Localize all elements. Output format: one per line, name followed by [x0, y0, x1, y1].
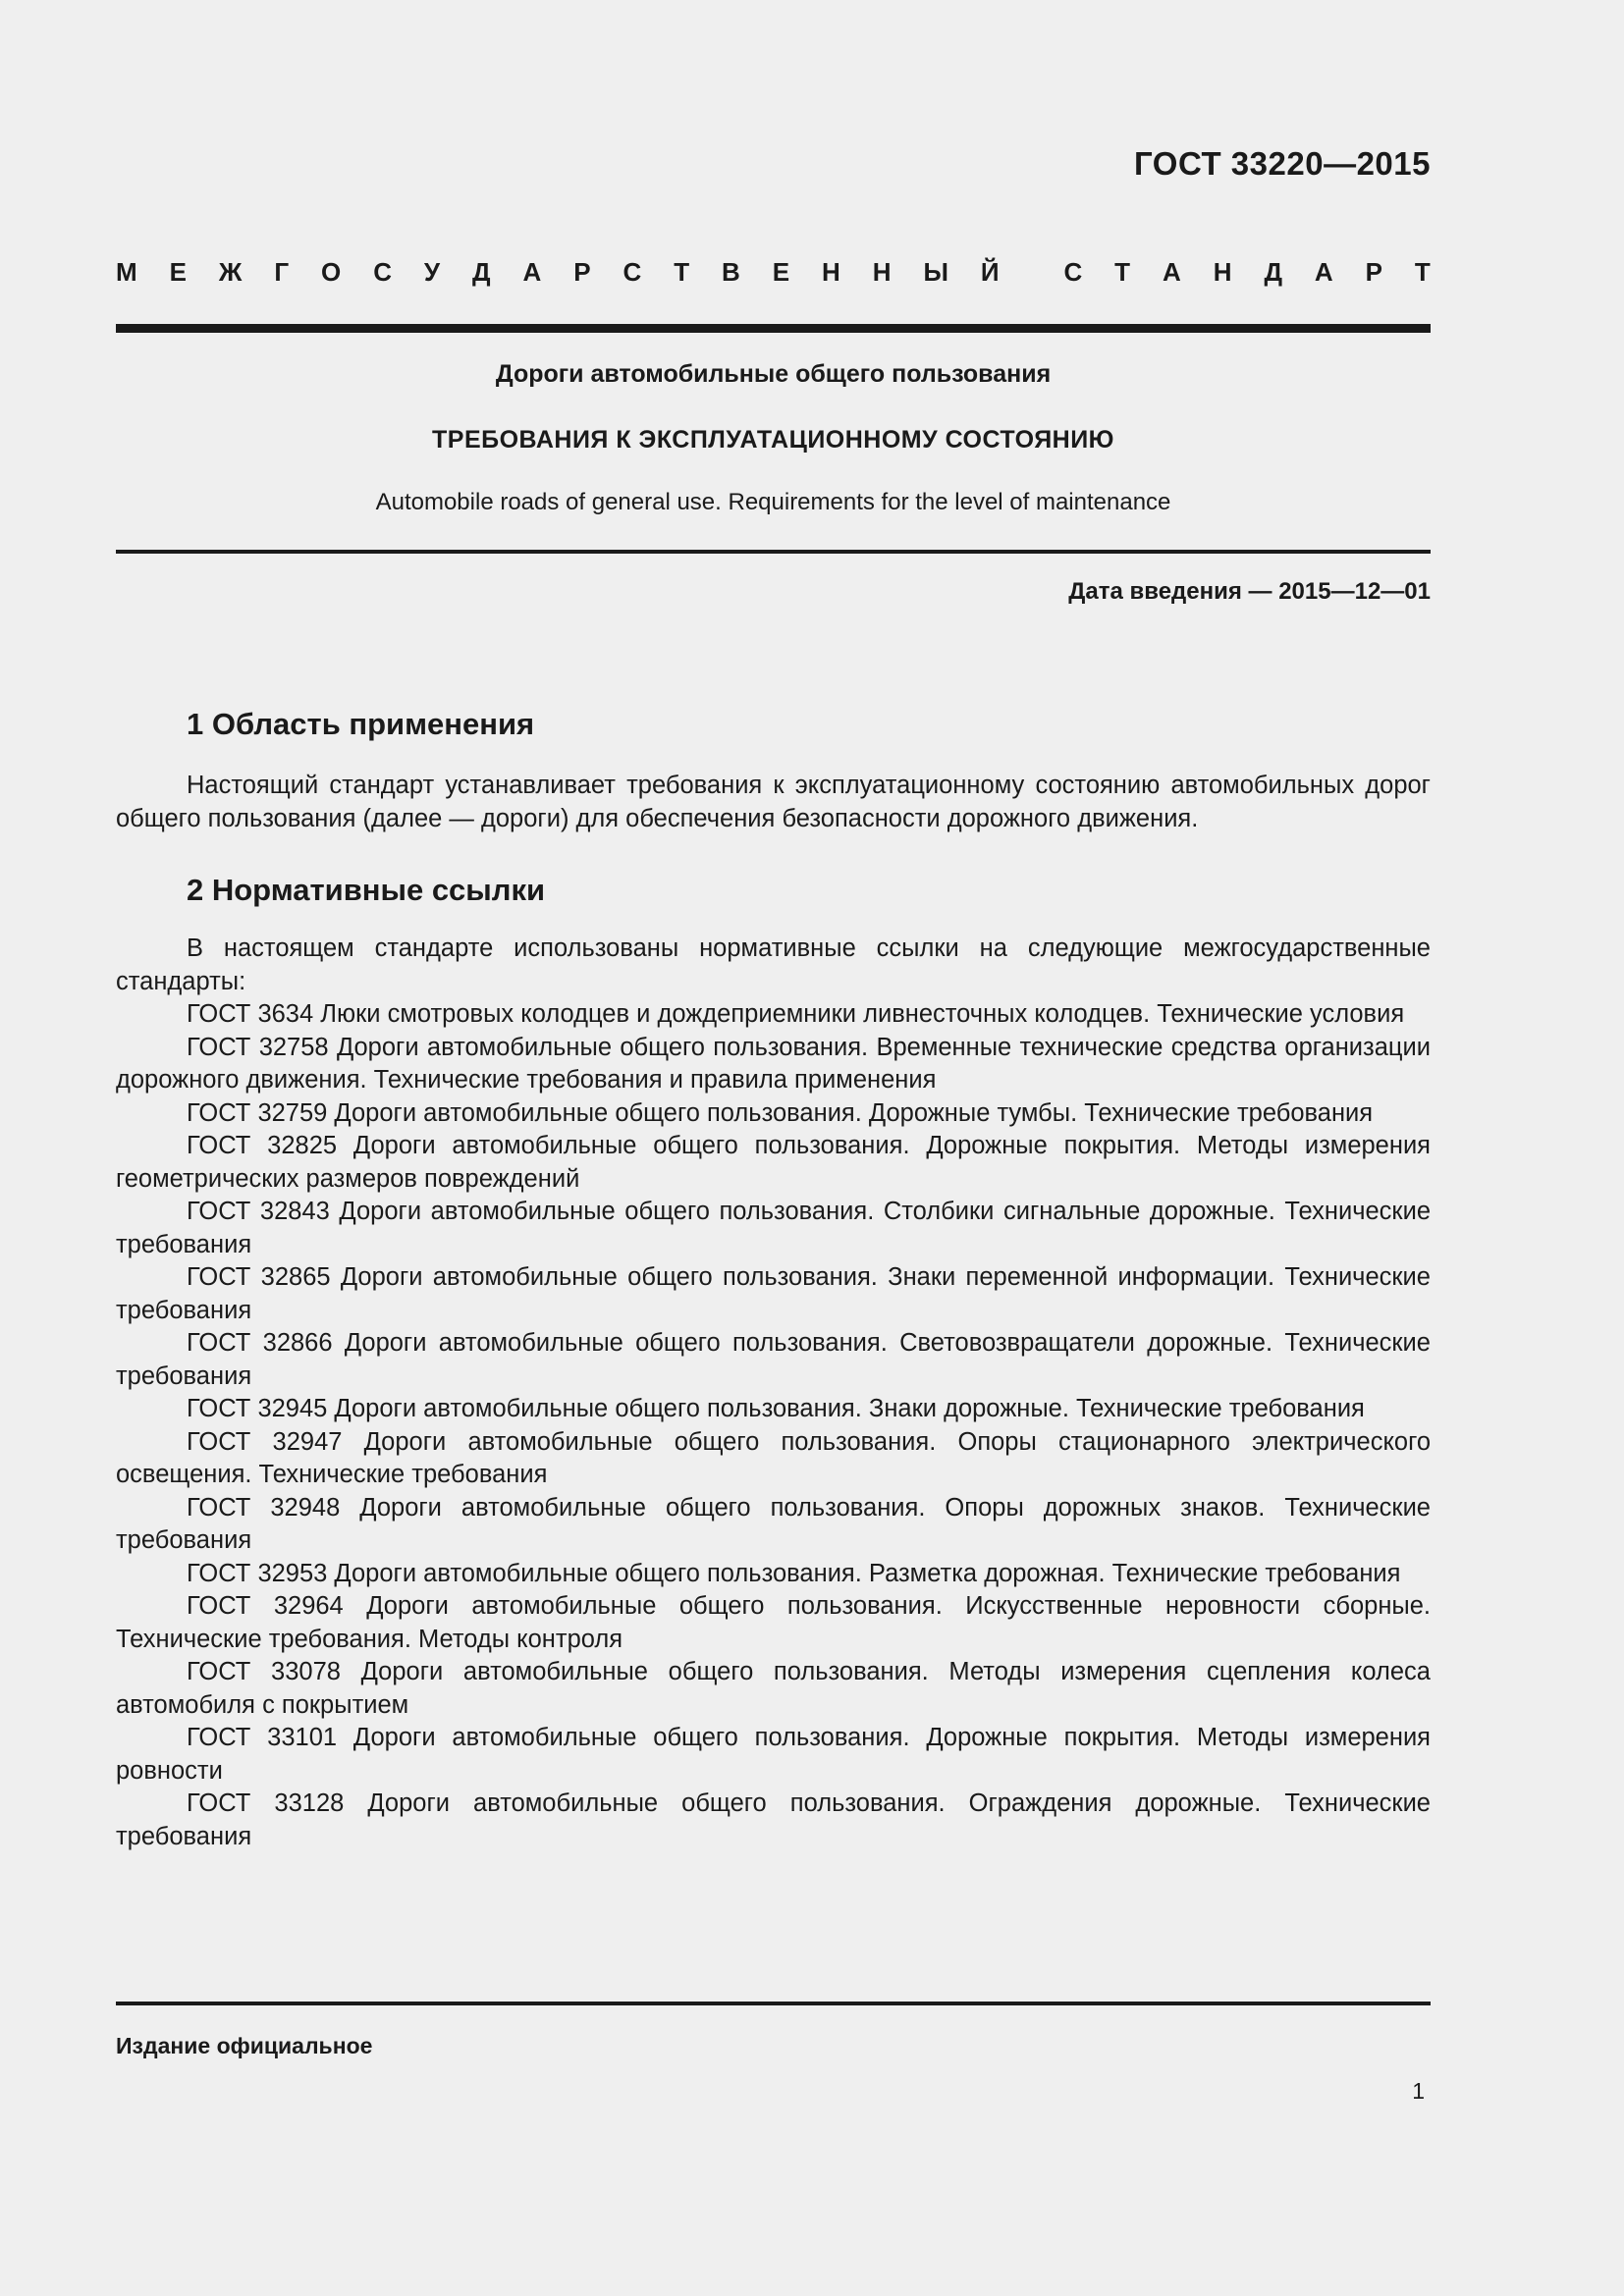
standard-type-letter: Р	[573, 257, 591, 287]
document-title: Дороги автомобильные общего пользования	[495, 360, 1052, 388]
standard-type-letter: А	[1163, 257, 1181, 287]
standard-type-letter: Т	[674, 257, 690, 287]
standard-type-letter: Р	[1365, 257, 1382, 287]
paragraph: Настоящий стандарт устанавливает требования к эксплуатационному состоянию автомобильных дорог общего пользования (далее — дороги) для обеспечения безопасности дорожного движения.	[116, 772, 1431, 832]
standard-type-letter: Д	[1264, 257, 1282, 287]
introduction-date: Дата введения — 2015—12—01	[1068, 578, 1431, 605]
standard-type-letter: У	[423, 257, 441, 287]
reference-item: ГОСТ 33101 Дороги автомобильные общего пользования. Дорожные покрытия. Методы измерения ровности	[116, 1724, 1431, 1785]
reference-item: ГОСТ 32964 Дороги автомобильные общего пользования. Искусственные неровности сборные. Технические требования. Методы контроля	[116, 1592, 1431, 1653]
standard-type-letter: Н	[872, 257, 892, 287]
reference-item: ГОСТ 32953 Дороги автомобильные общего пользования. Разметка дорожная. Технические требования	[187, 1559, 1401, 1587]
standard-type-letter: Е	[772, 257, 790, 287]
standard-type-letter: Т	[1114, 257, 1131, 287]
section-body-scope	[116, 770, 1431, 835]
reference-item: ГОСТ 33128 Дороги автомобильные общего пользования. Ограждения дорожные. Технические требования	[116, 1789, 1431, 1850]
standard-type-letter: С	[373, 257, 392, 287]
reference-item: ГОСТ 33078 Дороги автомобильные общего пользования. Методы измерения сцепления колеса автомобиля с покрытием	[116, 1658, 1431, 1719]
reference-item: ГОСТ 32825 Дороги автомобильные общего пользования. Дорожные покрытия. Методы измерения геометрических размеров повреждений	[116, 1132, 1431, 1193]
standard-type-letter: В	[722, 257, 740, 287]
document-subtitle: ТРЕБОВАНИЯ К ЭКСПЛУАТАЦИОННОМУ СОСТОЯНИЮ	[432, 426, 1114, 454]
standard-type-letter: Й	[980, 257, 1000, 287]
standard-type-letter: Н	[1213, 257, 1232, 287]
reference-item: ГОСТ 32947 Дороги автомобильные общего пользования. Опоры стационарного электрического освещения. Технические требования	[116, 1427, 1431, 1488]
reference-item: ГОСТ 32948 Дороги автомобильные общего пользования. Опоры дорожных знаков. Технические требования	[116, 1493, 1431, 1554]
standard-type-letter: С	[1063, 257, 1083, 287]
section-heading-references: 2 Нормативные ссылки	[187, 873, 546, 907]
section-heading-scope: 1 Область применения	[187, 707, 535, 741]
standard-type-letter: Д	[472, 257, 491, 287]
document-page	[116, 0, 1431, 2296]
reference-item: ГОСТ 32759 Дороги автомобильные общего пользования. Дорожные тумбы. Технические требования	[187, 1098, 1374, 1127]
reference-item: ГОСТ 32945 Дороги автомобильные общего пользования. Знаки дорожные. Технические требования	[187, 1395, 1365, 1422]
reference-item: ГОСТ 32866 Дороги автомобильные общего пользования. Световозвращатели дорожные. Технические требования	[116, 1329, 1431, 1390]
edition-label: Издание официальное	[116, 2033, 373, 2058]
document-title-english: Automobile roads of general use. Requirements for the level of maintenance	[375, 489, 1171, 515]
paragraph: В настоящем стандарте использованы нормативные ссылки на следующие межгосударственные стандарты:	[116, 934, 1431, 995]
reference-item: ГОСТ 32865 Дороги автомобильные общего пользования. Знаки переменной информации. Технические требования	[116, 1263, 1431, 1324]
footer-divider	[116, 2002, 1431, 2005]
standard-type-letter: С	[623, 257, 642, 287]
reference-item: ГОСТ 3634 Люки смотровых колодцев и дождеприемники ливнесточных колодцев. Технические условия	[187, 1000, 1405, 1028]
section-body-references	[116, 933, 1431, 1853]
page-number: 1	[1412, 2078, 1425, 2104]
standard-type-letter: Ж	[218, 257, 243, 287]
standard-type-letter: Т	[1414, 257, 1431, 287]
standard-type-letter: Г	[274, 257, 290, 287]
reference-item: ГОСТ 32843 Дороги автомобильные общего пользования. Столбики сигнальные дорожные. Технические требования	[116, 1198, 1431, 1258]
standard-type-letter: А	[522, 257, 542, 287]
title-divider	[116, 550, 1431, 554]
standard-type-letter: М	[116, 257, 137, 287]
standard-type-heading	[116, 257, 1431, 288]
reference-item: ГОСТ 32758 Дороги автомобильные общего пользования. Временные технические средства организации дорожного движения. Технические требования и правила применения	[116, 1033, 1431, 1094]
standard-type-letter: О	[321, 257, 342, 287]
document-number: ГОСТ 33220—2015	[1134, 145, 1431, 182]
standard-type-letter: Е	[169, 257, 187, 287]
header-divider	[116, 324, 1431, 333]
standard-type-letter: Ы	[923, 257, 948, 287]
standard-type-letter: Н	[822, 257, 840, 287]
standard-type-letter: А	[1314, 257, 1333, 287]
